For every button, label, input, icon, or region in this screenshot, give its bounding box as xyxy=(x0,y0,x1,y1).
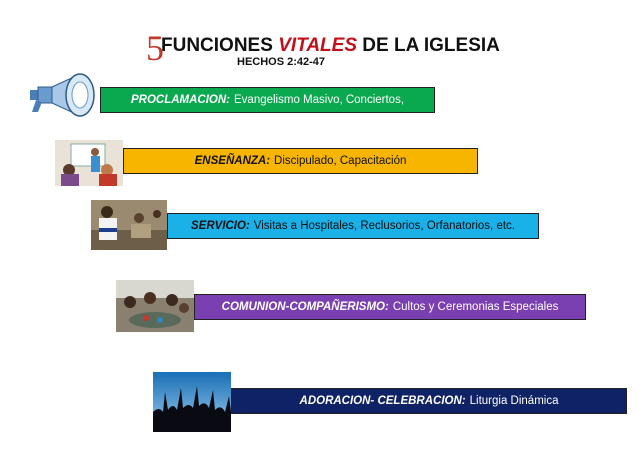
proclamacion-text: Evangelismo Masivo, Conciertos, xyxy=(234,94,405,106)
page-title xyxy=(161,35,500,57)
title-suffix: DE LA IGLESIA xyxy=(357,35,500,56)
adoracion-text: Liturgia Dinámica xyxy=(469,395,559,407)
adoracion-bar xyxy=(231,388,627,414)
title-prefix: FUNCIONES xyxy=(161,35,279,56)
classroom-photo xyxy=(55,140,123,186)
ensenanza-text: Discipulado, Capacitación xyxy=(274,155,407,167)
ensenanza-key: ENSEÑANZA: xyxy=(194,155,271,167)
comunion-text: Cultos y Ceremonias Especiales xyxy=(392,301,559,313)
fellowship-photo xyxy=(116,280,194,332)
worship-photo xyxy=(153,372,231,432)
service-photo xyxy=(91,200,167,250)
comunion-bar xyxy=(194,294,586,320)
ensenanza-bar xyxy=(123,148,478,174)
title-number: 5 xyxy=(146,28,164,68)
proclamacion-key: PROCLAMACION: xyxy=(130,94,230,106)
page-subtitle: HECHOS 2:42-47 xyxy=(237,56,326,68)
servicio-bar xyxy=(167,213,539,239)
adoracion-key: ADORACION- CELEBRACION: xyxy=(299,395,466,407)
servicio-text: Visitas a Hospitales, Reclusorios, Orfanatorios, etc. xyxy=(253,220,515,232)
servicio-key: SERVICIO: xyxy=(190,220,250,232)
megaphone-icon xyxy=(28,70,100,118)
title-emphasis: VITALES xyxy=(278,35,358,56)
proclamacion-bar xyxy=(100,87,435,113)
header xyxy=(146,28,500,72)
comunion-key: COMUNION-COMPAÑERISMO: xyxy=(221,301,389,313)
